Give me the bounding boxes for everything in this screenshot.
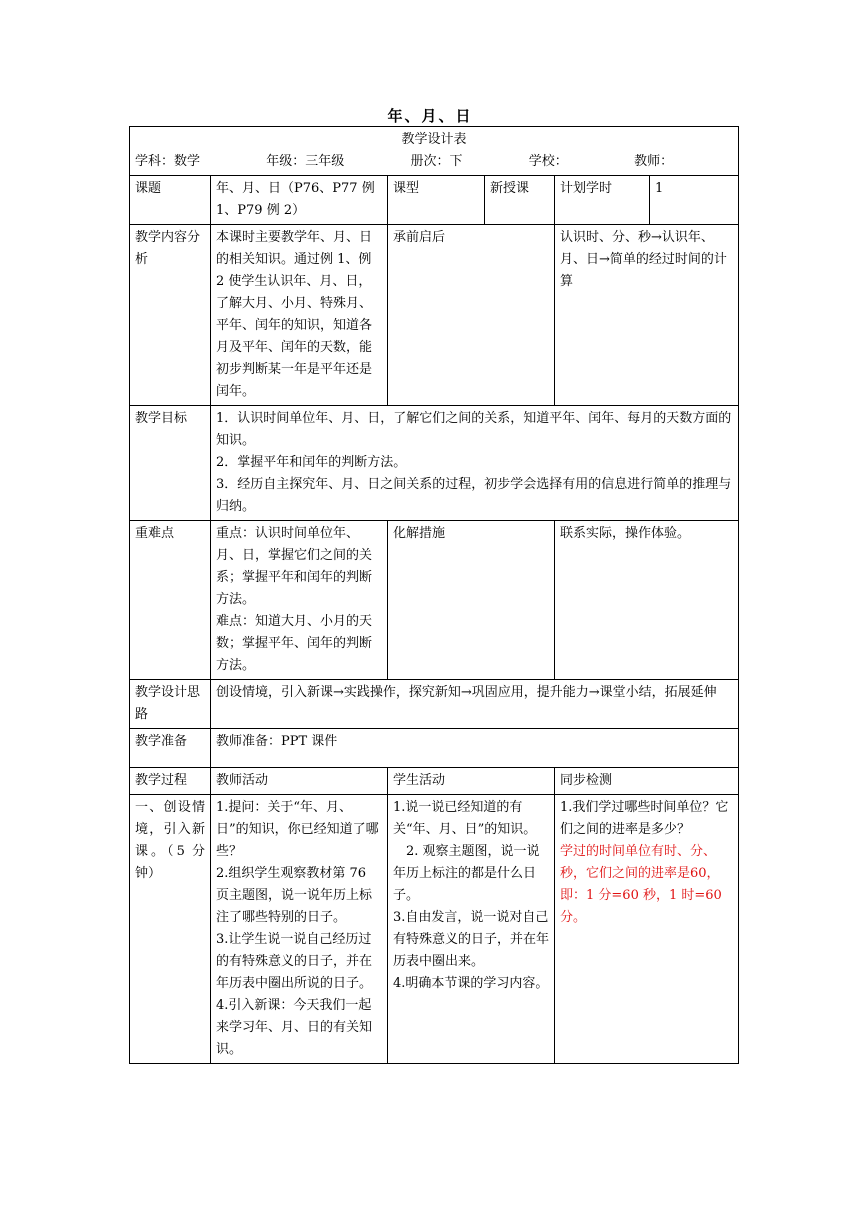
meta-line [135, 151, 733, 173]
teacher-activity [211, 795, 388, 1064]
difficult-point-text: 难点：知道大月、小月的天数；掌握平年、闰年的判断方法。 [216, 614, 373, 673]
teaching-goals-label: 教学目标 [130, 406, 211, 521]
sync-check [555, 795, 739, 1064]
meta-teacher: 教师： [634, 154, 674, 169]
teacher-step: 1.提问：关于“年、月、日”的知识，你已经知道了哪些？ [216, 800, 379, 859]
content-analysis-value: 本课时主要教学年、月、日的相关知识。通过例 1、例 2 使学生认识年、月、日，了解大月、小月、特殊月、平年、闰年的知识，知道各月及平年、闰年的天数，能初步判断某一年是平年还是闰年。 [211, 225, 388, 406]
design-idea-row [130, 680, 739, 729]
key-points-value [211, 521, 388, 680]
document-title: 年、月、日 [387, 107, 473, 125]
topic-label: 课题 [130, 176, 211, 225]
content-analysis-row [130, 225, 739, 406]
process-header-stage: 教学过程 [130, 768, 211, 795]
planned-hours-label: 计划学时 [555, 176, 650, 225]
design-idea-label: 教学设计思路 [130, 680, 211, 729]
meta-grade: 年级：三年级 [266, 154, 345, 169]
preparation-label: 教学准备 [130, 729, 211, 768]
table-title-row [130, 127, 739, 176]
process-stage: 一、创设情境，引入新课。（5 分钟） [130, 795, 211, 1064]
continuity-value: 认识时、分、秒→认识年、月、日→简单的经过时间的计算 [555, 225, 739, 406]
resolution-value: 联系实际，操作体验。 [555, 521, 739, 680]
design-idea-value: 创设情境，引入新课→实践操作，探究新知→巩固应用，提升能力→课堂小结，拓展延伸 [211, 680, 739, 729]
meta-volume: 册次：下 [410, 154, 463, 169]
key-point-text: 重点：认识时间单位年、月、日，掌握它们之间的关系；掌握平年和闰年的判断方法。 [216, 526, 373, 607]
topic-row [130, 176, 739, 225]
meta-school: 学校： [528, 154, 568, 169]
student-step: 2. 观察主题图，说一说年历上标注的都是什么日子。 [393, 844, 540, 903]
student-activity [388, 795, 555, 1064]
process-header-row [130, 768, 739, 795]
key-points-row [130, 521, 739, 680]
process-header-teacher: 教师活动 [211, 768, 388, 795]
process-row [130, 795, 739, 1064]
student-step: 3.自由发言，说一说对自己有特殊意义的日子，并在年历表中圈出来。 [393, 910, 550, 969]
check-question: 1.我们学过哪些时间单位？它们之间的进率是多少？ [560, 800, 729, 837]
teaching-goals-row [130, 406, 739, 521]
student-step: 1.说一说已经知道的有关“年、月、日”的知识。 [393, 800, 537, 837]
topic-value: 年、月、日（P76、P77 例 1、P79 例 2） [211, 176, 388, 225]
teacher-step: 2.组织学生观察教材第 76 页主题图，说一说年历上标注了哪些特别的日子。 [216, 866, 373, 925]
table-title: 教学设计表 [401, 132, 467, 147]
resolution-label: 化解措施 [388, 521, 555, 680]
planned-hours-value: 1 [650, 176, 739, 225]
lesson-type-label: 课型 [388, 176, 485, 225]
meta-subject: 学科：数学 [135, 154, 201, 169]
goal-item: 2．掌握平年和闰年的判断方法。 [216, 455, 407, 470]
content-analysis-label: 教学内容分析 [130, 225, 211, 406]
teaching-design-table [129, 126, 739, 1064]
goal-item: 1．认识时间单位年、月、日，了解它们之间的关系，知道平年、闰年、每月的天数方面的知识。 [216, 411, 732, 448]
key-points-label: 重难点 [130, 521, 211, 680]
continuity-label: 承前启后 [388, 225, 555, 406]
process-header-check: 同步检测 [555, 768, 739, 795]
teacher-step: 4.引入新课：今天我们一起来学习年、月、日的有关知识。 [216, 998, 373, 1057]
preparation-value: 教师准备：PPT 课件 [211, 729, 739, 768]
teaching-goals-list [211, 406, 739, 521]
lesson-type-value: 新授课 [485, 176, 555, 225]
teacher-step: 3.让学生说一说自己经历过的有特殊意义的日子，并在年历表中圈出所说的日子。 [216, 932, 373, 991]
goal-item: 3．经历自主探究年、月、日之间关系的过程，初步学会选择有用的信息进行简单的推理与归纳。 [216, 477, 732, 514]
student-step: 4.明确本节课的学习内容。 [393, 976, 549, 991]
preparation-row [130, 729, 739, 768]
process-header-student: 学生活动 [388, 768, 555, 795]
check-answer: 学过的时间单位有时、分、秒，它们之间的进率是60，即：1 分=60 秒，1 时=60 分。 [560, 844, 722, 925]
